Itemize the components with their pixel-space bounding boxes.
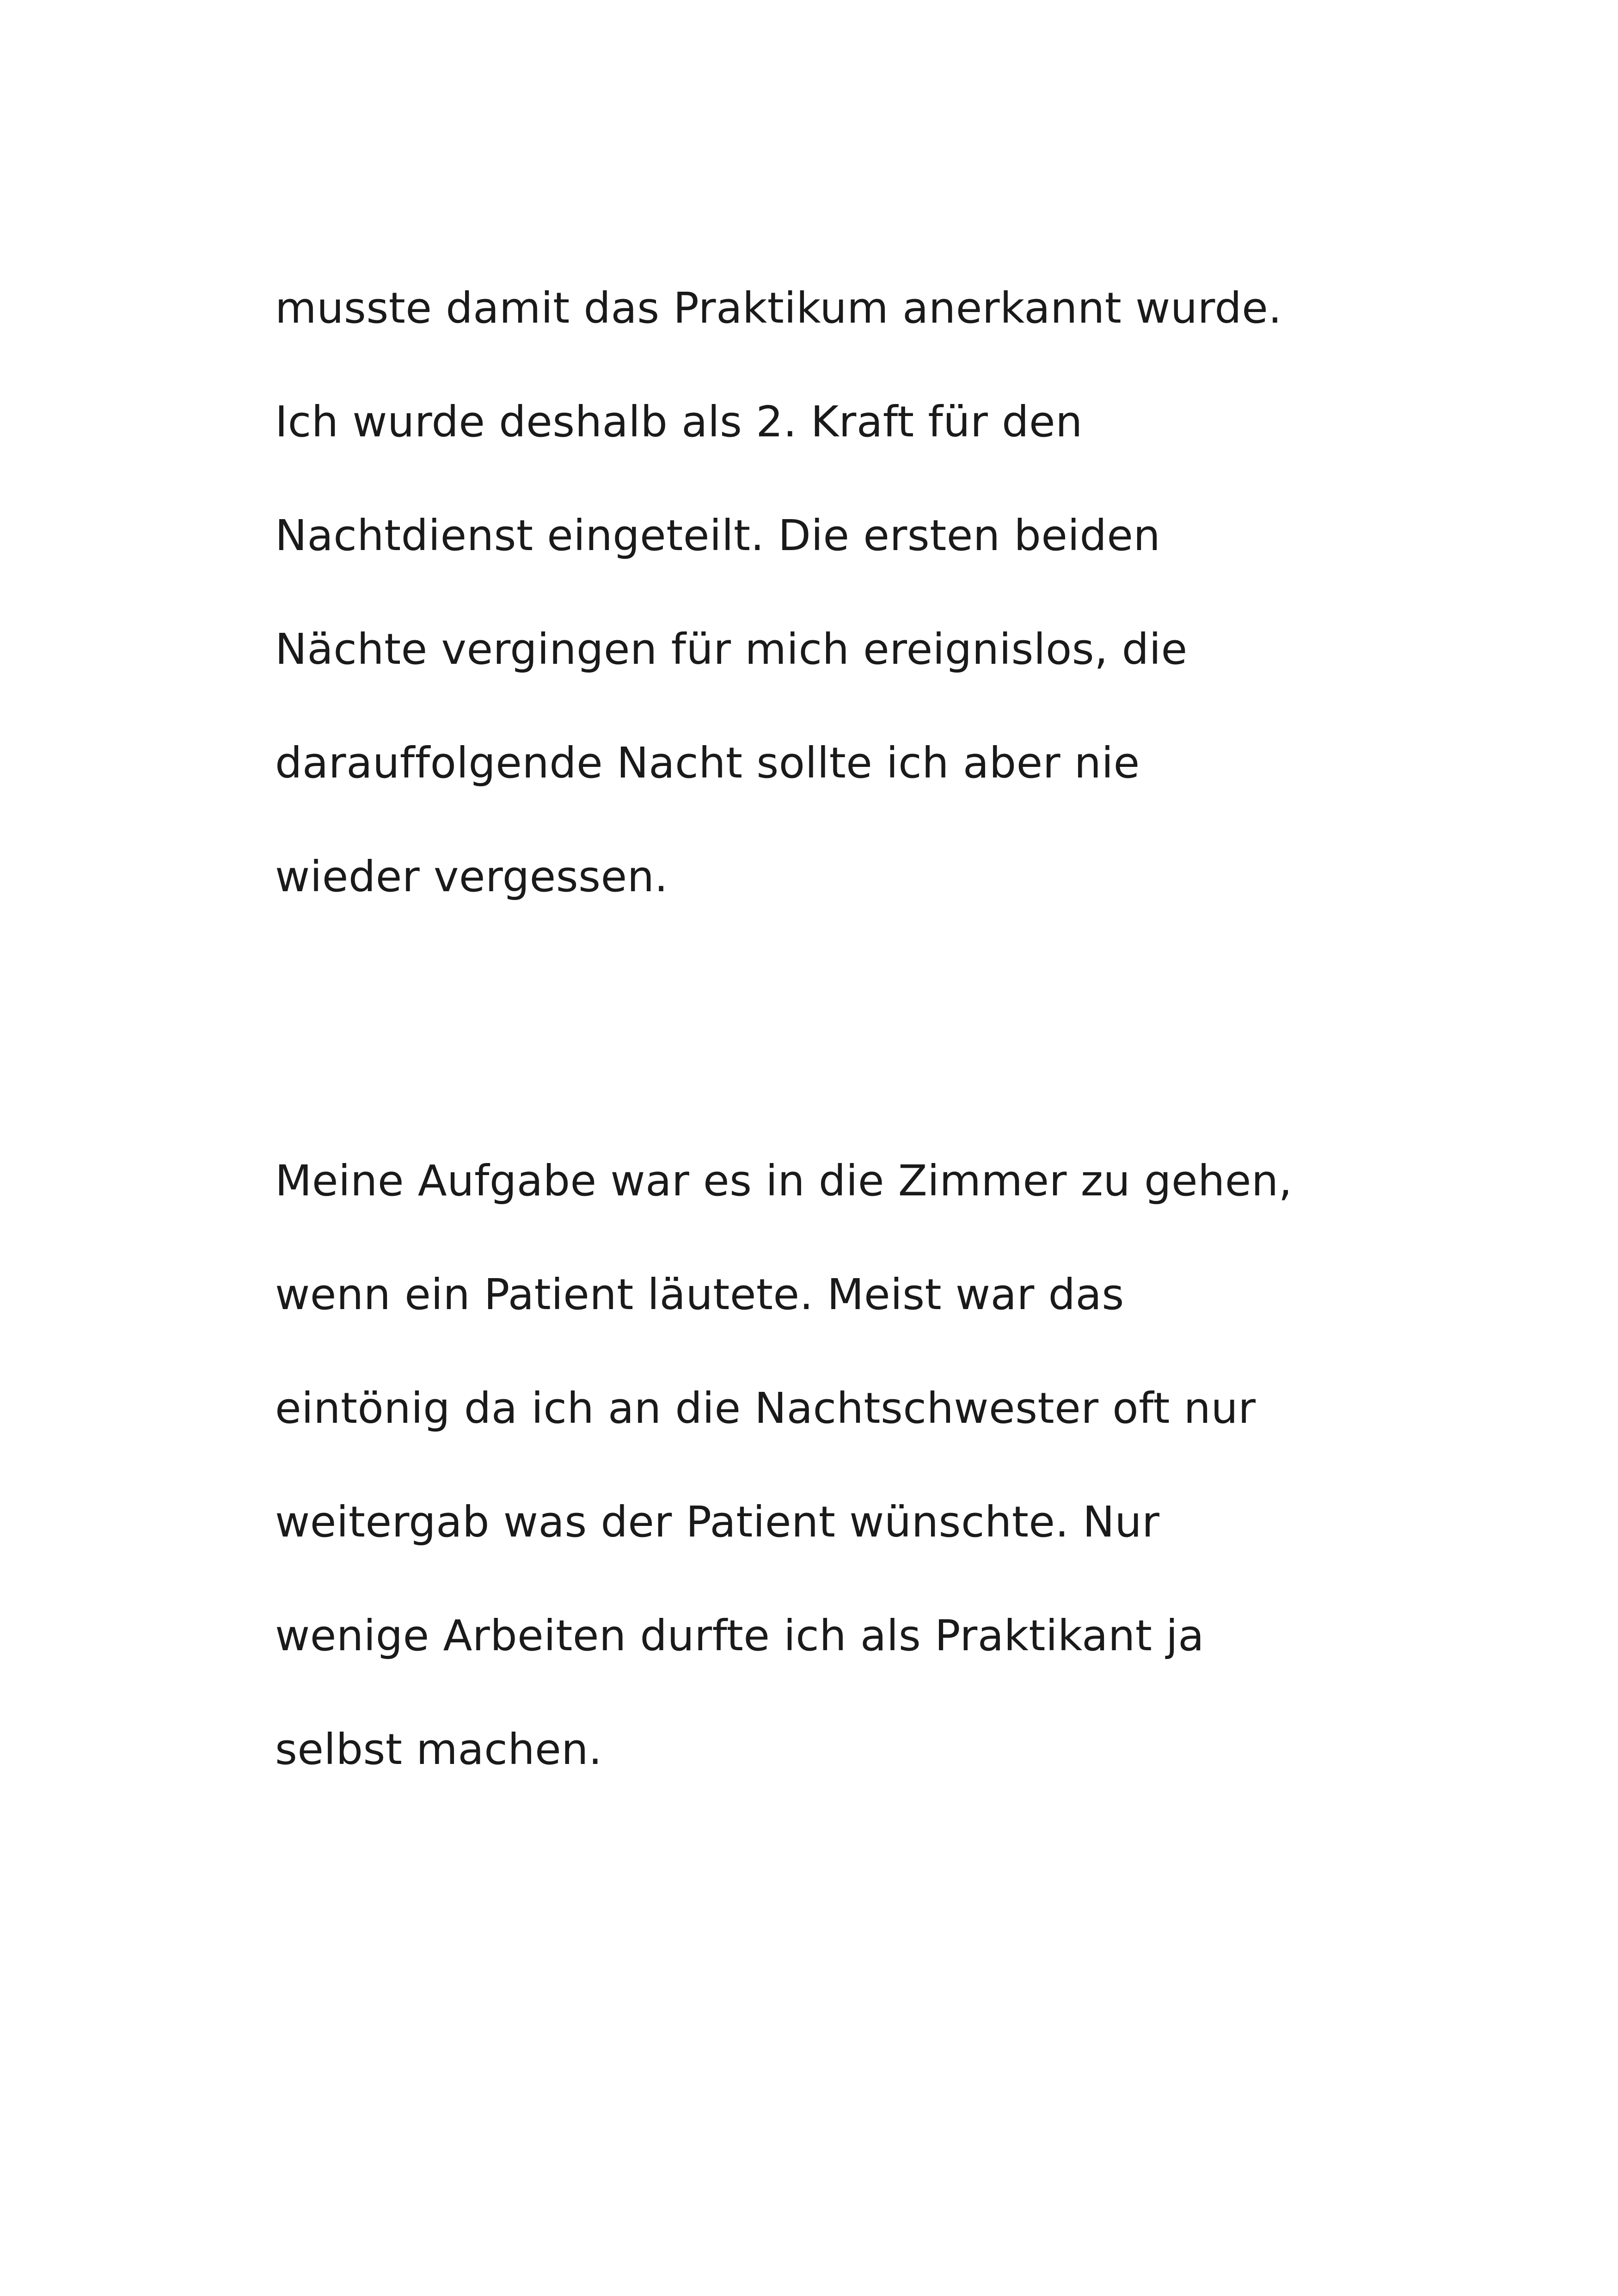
text-line: Nächte vergingen für mich ereignislos, die [275,625,1188,674]
text-line: musste damit das Praktikum anerkannt wurde. [275,283,1282,333]
text-line: Nachtdienst eingeteilt. Die ersten beiden [275,511,1161,560]
text-line: selbst machen. [275,1725,602,1774]
text-line: Ich wurde deshalb als 2. Kraft für den [275,397,1083,447]
text-line: wenige Arbeiten durfte ich als Praktikant ja [275,1611,1205,1660]
text-line: wenn ein Patient läutete. Meist war das [275,1270,1124,1319]
text-line: darauffolgende Nacht sollte ich aber nie [275,738,1140,788]
text-line: weitergab was der Patient wünschte. Nur [275,1497,1160,1547]
text-line: wieder vergessen. [275,852,668,901]
text-line: Meine Aufgabe war es in die Zimmer zu gehen, [275,1156,1293,1206]
text-line: eintönig da ich an die Nachtschwester oft nur [275,1384,1256,1433]
